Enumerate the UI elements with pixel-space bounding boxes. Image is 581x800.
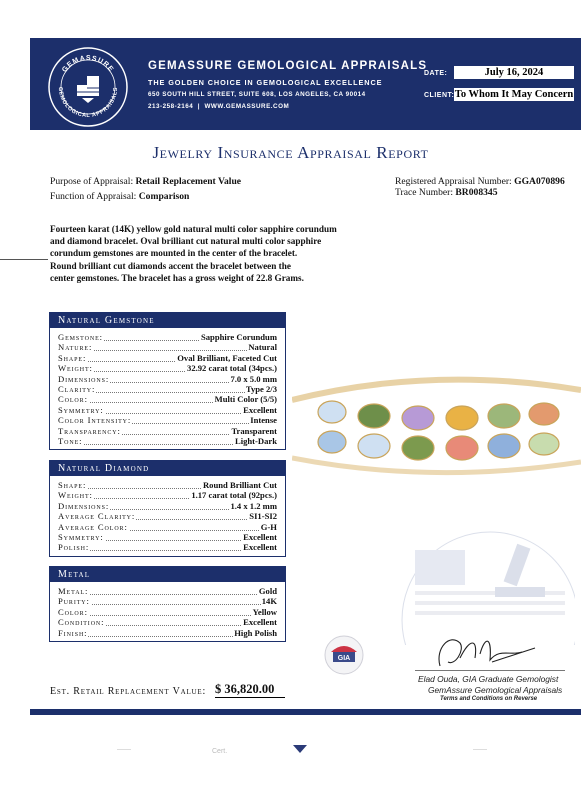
metal-row-value: 14K bbox=[261, 596, 277, 607]
client-value: To Whom It May Concern bbox=[454, 89, 574, 100]
retail-amount: 36,820.00 bbox=[224, 682, 275, 696]
diamond-row-value: SI1-SI2 bbox=[249, 511, 277, 522]
retail-value bbox=[215, 682, 285, 698]
diamond-rows bbox=[50, 476, 285, 556]
gia-logo-icon bbox=[323, 634, 365, 676]
gemstone-row-value: Intense bbox=[250, 415, 277, 426]
diamond-row bbox=[50, 511, 285, 521]
diamond-row-value: Excellent bbox=[243, 531, 277, 542]
company-address: 650 SOUTH HILL STREET, SUITE 608, LOS ANGELES, CA 90014 bbox=[148, 91, 366, 98]
appraiser-company: GemAssure Gemological Appraisals bbox=[428, 685, 563, 695]
gemstone-row bbox=[50, 394, 285, 404]
metal-row-label: Metal: bbox=[58, 586, 89, 596]
diamond-row-value: 1.4 x 1.2 mm bbox=[230, 500, 277, 511]
company-tagline: THE GOLDEN CHOICE IN GEMOLOGICAL EXCELLENCE bbox=[148, 78, 383, 87]
gemstone-row-value: Type 2/3 bbox=[245, 383, 277, 394]
gemstone-row bbox=[50, 353, 285, 363]
client-label: CLIENT: bbox=[424, 92, 455, 99]
gemstone-row bbox=[50, 363, 285, 373]
metal-row-value: Excellent bbox=[243, 617, 277, 628]
desc-line: Round brilliant cut diamonds accent the bracelet between the bbox=[50, 260, 291, 271]
signature-line bbox=[415, 670, 565, 671]
gemstone-row-value: Oval Brilliant, Faceted Cut bbox=[177, 352, 277, 363]
gemstone-heading: Natural Gemstone bbox=[50, 313, 285, 328]
gemstone-row-value: Light-Dark bbox=[234, 435, 277, 446]
diamond-row bbox=[50, 501, 285, 511]
report-title: Jewelry Insurance Appraisal Report bbox=[152, 143, 429, 162]
gemstone-row-label: Shape: bbox=[58, 352, 87, 363]
diamond-heading: Natural Diamond bbox=[50, 461, 285, 476]
gemstone-row bbox=[50, 384, 285, 394]
gemstone-row bbox=[50, 405, 285, 415]
gemstone-row-value: Excellent bbox=[243, 404, 277, 415]
metal-row bbox=[50, 617, 285, 627]
gemassure-seal-icon bbox=[47, 46, 129, 128]
metal-row-value: Gold bbox=[258, 586, 277, 596]
appraiser-name: Elad Ouda, GIA Graduate Gemologist bbox=[418, 674, 559, 684]
gemstone-row-value: Natural bbox=[248, 342, 277, 353]
svg-text:GIA: GIA bbox=[337, 655, 351, 662]
bracelet-photo bbox=[292, 370, 581, 480]
metal-row-label: Purity: bbox=[58, 596, 90, 607]
gemstone-row-value: Multi Color (5/5) bbox=[214, 394, 277, 405]
gemstone-row-label: Dimensions: bbox=[58, 373, 110, 384]
diamond-row-label: Average Clarity: bbox=[58, 511, 136, 522]
function-label: Function of Appraisal: bbox=[50, 191, 137, 202]
diamond-row-label: Polish: bbox=[58, 542, 90, 553]
metal-row bbox=[50, 586, 285, 596]
gemstone-row bbox=[50, 342, 285, 352]
desc-line: Fourteen karat (14K) yellow gold natural multi color sapphire corundum bbox=[50, 224, 337, 234]
gemstone-row-label: Color Intensity: bbox=[58, 415, 132, 426]
metal-heading: Metal bbox=[50, 567, 285, 582]
gemstone-row bbox=[50, 436, 285, 446]
gemstone-row-label: Color: bbox=[58, 394, 88, 405]
diamond-row-label: Symmetry: bbox=[58, 531, 104, 542]
metal-row-value: High Polish bbox=[234, 627, 277, 638]
faint-footer-text: Cert. bbox=[212, 748, 228, 755]
date-value: July 16, 2024 bbox=[454, 66, 574, 79]
gemstone-row-label: Transparency: bbox=[58, 425, 121, 436]
company-contact: 213-258-2164 | WWW.GEMASSURE.COM bbox=[148, 103, 290, 110]
flag-microscope-watermark bbox=[395, 525, 575, 645]
item-description bbox=[50, 223, 370, 284]
metal-row bbox=[50, 596, 285, 606]
desc-line: and diamond bracelet. Oval brilliant cut natural multi color sapphire bbox=[50, 236, 322, 247]
function-value: Comparison bbox=[138, 191, 190, 202]
desc-line: corundum gemstones are mounted in the center of the bracelet. bbox=[50, 248, 298, 259]
gemstone-row-label: Clarity: bbox=[58, 383, 96, 394]
svg-text:GEMOLOGICAL APPRAISALS: GEMOLOGICAL APPRAISALS bbox=[56, 86, 120, 120]
diamond-row-value: 1.17 carat total (92pcs.) bbox=[191, 490, 277, 501]
diamond-row bbox=[50, 532, 285, 542]
reg-label: Registered Appraisal Number: bbox=[395, 176, 512, 187]
company-website: WWW.GEMASSURE.COM bbox=[204, 103, 290, 110]
gemstone-row-label: Tone: bbox=[58, 435, 83, 446]
gemstone-row-value: Transparent bbox=[231, 425, 277, 436]
leader-dots bbox=[58, 596, 277, 605]
gemstone-row-label: Weight: bbox=[58, 363, 93, 374]
svg-text:GEMASSURE: GEMASSURE bbox=[61, 54, 115, 74]
gemstone-row-value: Sapphire Corundum bbox=[200, 332, 277, 342]
metal-row-label: Condition: bbox=[58, 617, 105, 628]
metal-row bbox=[50, 628, 285, 638]
signature-mark bbox=[430, 628, 540, 672]
metal-row bbox=[50, 607, 285, 617]
purpose-value: Retail Replacement Value bbox=[135, 176, 242, 187]
diamond-row-value: G-H bbox=[260, 521, 277, 532]
trace-value: BR008345 bbox=[455, 187, 498, 198]
reg-line bbox=[395, 176, 565, 187]
diamond-section bbox=[49, 460, 286, 557]
purpose-line bbox=[50, 176, 241, 187]
gemstone-row bbox=[50, 415, 285, 425]
leader-dots bbox=[58, 607, 277, 616]
gemstone-row bbox=[50, 332, 285, 342]
gemstone-row-label: Nature: bbox=[58, 342, 93, 353]
metal-row-label: Color: bbox=[58, 606, 88, 617]
diamond-row-label: Shape: bbox=[58, 480, 87, 490]
date-label: DATE: bbox=[424, 70, 448, 77]
arrow-down-icon bbox=[293, 745, 307, 753]
metal-section bbox=[49, 566, 286, 642]
retail-value-label: Est. Retail Replacement Value: bbox=[50, 686, 207, 697]
company-name: GEMASSURE GEMOLOGICAL APPRAISALS bbox=[148, 60, 428, 72]
metal-row-value: Yellow bbox=[252, 606, 277, 617]
diamond-row-label: Weight: bbox=[58, 490, 93, 501]
diamond-row bbox=[50, 480, 285, 490]
gemstone-row-label: Gemstone: bbox=[58, 332, 103, 342]
function-line bbox=[50, 191, 189, 202]
diamond-row bbox=[50, 490, 285, 500]
company-phone: 213-258-2164 bbox=[148, 103, 194, 110]
gemstone-rows bbox=[50, 328, 285, 449]
metal-rows bbox=[50, 582, 285, 641]
gemstone-row bbox=[50, 374, 285, 384]
diamond-row-label: Average Color: bbox=[58, 521, 128, 532]
footer-bar bbox=[30, 709, 581, 715]
desc-line: center gemstones. The bracelet has a gross weight of 22.8 Grams. bbox=[50, 272, 304, 283]
reg-value: GGA070896 bbox=[514, 176, 565, 187]
gemstone-section bbox=[49, 312, 286, 450]
diamond-row-value: Excellent bbox=[243, 542, 277, 553]
purpose-label: Purpose of Appraisal: bbox=[50, 176, 134, 187]
leader-dots bbox=[58, 586, 277, 595]
retail-currency: $ bbox=[215, 682, 222, 696]
terms-note: Terms and Conditions on Reverse bbox=[440, 696, 538, 702]
gemstone-row-value: 32.92 carat total (34pcs.) bbox=[187, 363, 277, 374]
gemstone-row-label: Symmetry: bbox=[58, 404, 104, 415]
faint-mark bbox=[117, 749, 131, 750]
gemstone-row-value: 7.0 x 5.0 mm bbox=[230, 373, 277, 384]
margin-rule bbox=[0, 259, 48, 260]
faint-mark bbox=[473, 749, 487, 750]
trace-label: Trace Number: bbox=[395, 187, 453, 198]
metal-row-label: Finish: bbox=[58, 627, 88, 638]
gemstone-row bbox=[50, 426, 285, 436]
diamond-row bbox=[50, 522, 285, 532]
trace-line bbox=[395, 187, 498, 198]
diamond-row bbox=[50, 542, 285, 552]
diamond-row-label: Dimensions: bbox=[58, 500, 110, 511]
diamond-row-value: Round Brilliant Cut bbox=[202, 480, 277, 490]
